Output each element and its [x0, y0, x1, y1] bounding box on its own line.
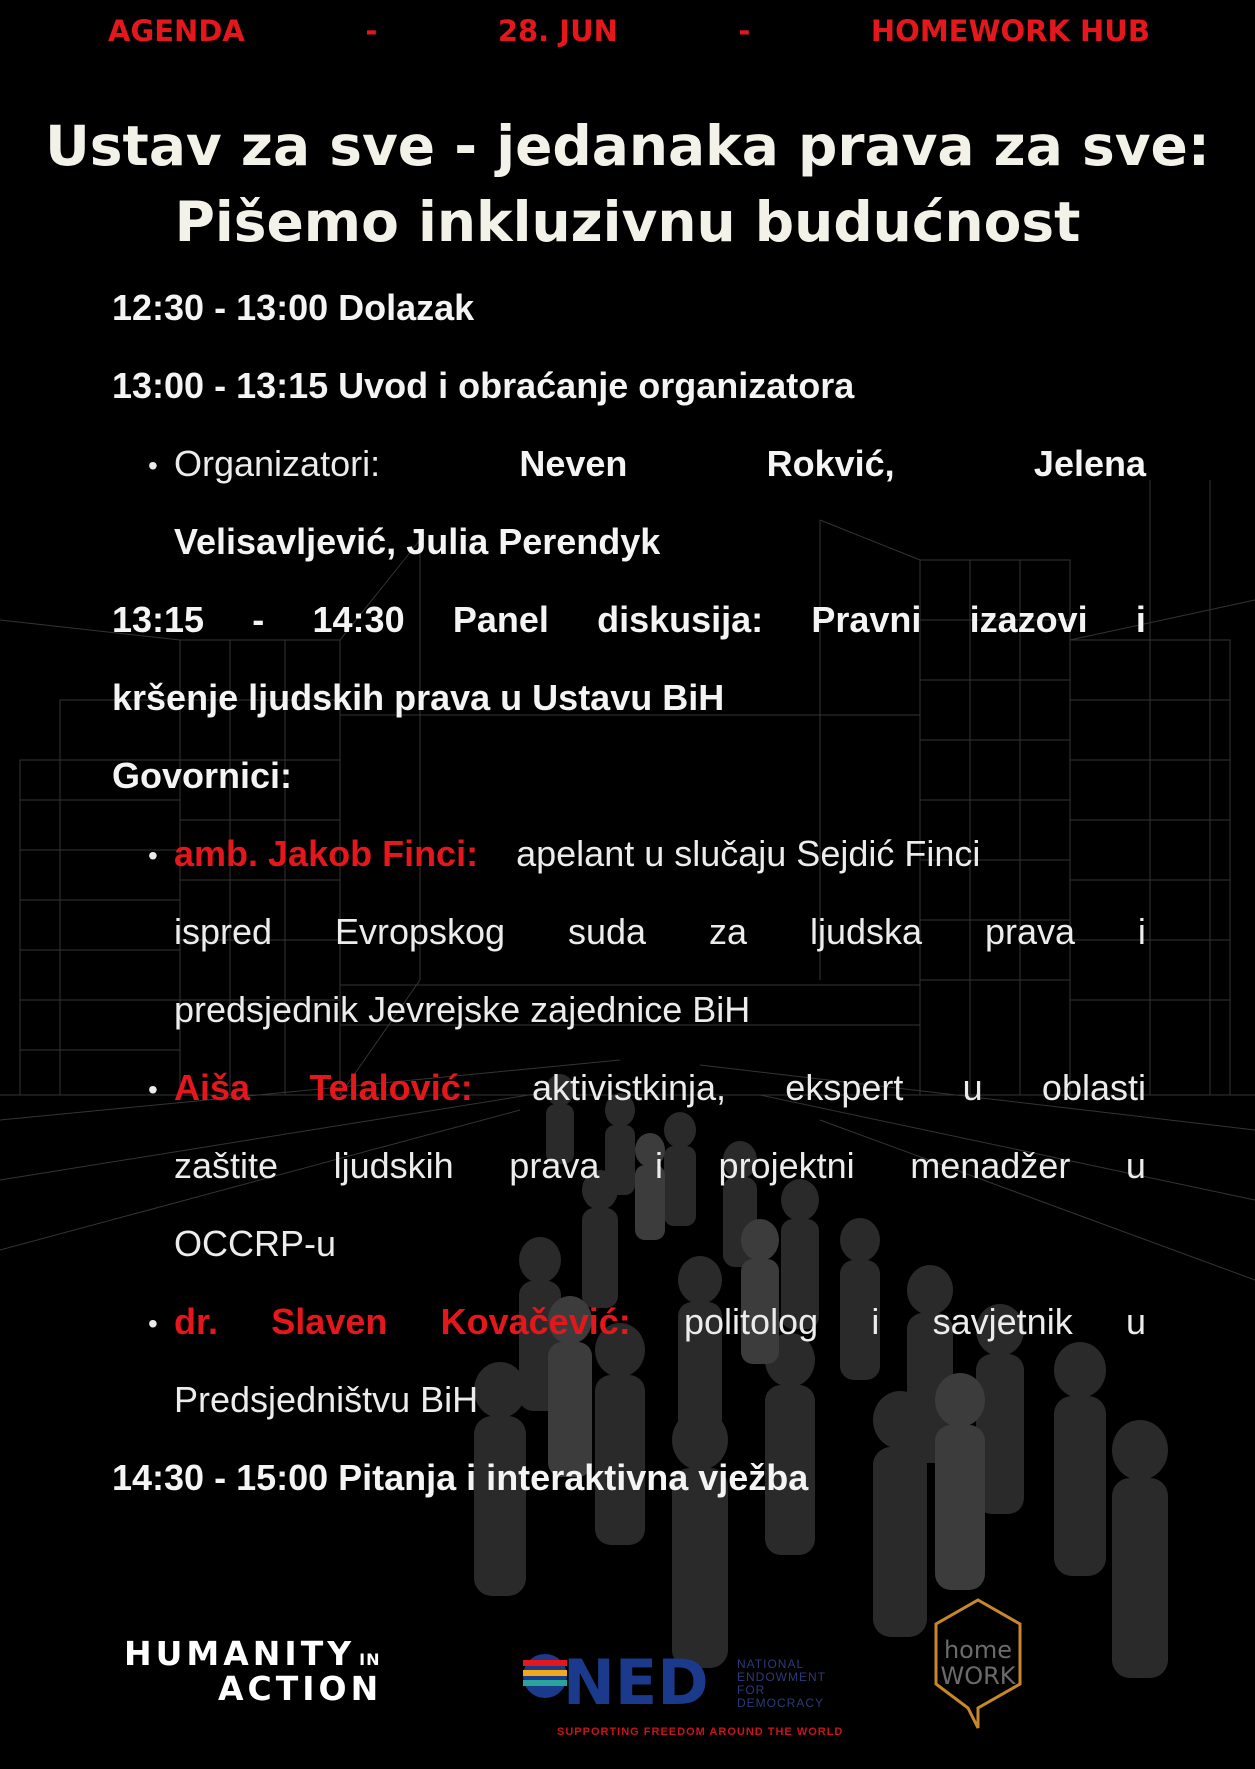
bullet: •: [148, 1074, 158, 1105]
panel-word: diskusija:: [597, 599, 764, 640]
organizers-line-2: Velisavljević, Julia Perendyk: [174, 521, 661, 562]
humanity-in-action-logo: [124, 1634, 382, 1708]
speaker-2-word: ekspert: [785, 1067, 904, 1108]
header-venue: HOMEWORK HUB: [870, 14, 1150, 48]
homework-top-text: home: [943, 1636, 1013, 1664]
speaker-2-word: aktivistkinja,: [531, 1067, 727, 1108]
speaker-1-name: amb. Jakob Finci:: [174, 833, 479, 874]
speaker-2-word: ljudskih: [333, 1145, 454, 1186]
speaker-3-name-word: Kovačević:: [440, 1301, 631, 1342]
speakers-label: Govornici:: [112, 755, 293, 796]
header-separator: -: [365, 14, 378, 48]
speaker-2-line-2: [174, 1145, 1146, 1187]
speaker-3-line-1: [174, 1301, 1146, 1343]
speaker-1-word: Evropskog: [334, 911, 506, 952]
hia-in: IN: [359, 1650, 381, 1669]
agenda-item-intro: 13:00 - 13:15 Uvod i obraćanje organizatora: [112, 365, 855, 406]
panel-word: 13:15: [112, 599, 205, 640]
speaker-2-word: u: [1125, 1145, 1146, 1186]
bullet: •: [148, 1308, 158, 1339]
ned-side-line: ENDOWMENT: [737, 1670, 826, 1684]
ned-mark-icon: [515, 1626, 735, 1726]
bullet: •: [148, 450, 158, 481]
ned-logo: [515, 1626, 844, 1738]
panel-word: 14:30: [312, 599, 405, 640]
panel-word: izazovi: [969, 599, 1088, 640]
page-title: [40, 108, 1215, 260]
speaker-2-name-word: Telalović:: [309, 1067, 473, 1108]
speaker-2-line-3: OCCRP-u: [174, 1223, 337, 1264]
ned-letters: NED: [563, 1646, 709, 1719]
speaker-2-word: projektni: [718, 1145, 855, 1186]
agenda-item-questions: 14:30 - 15:00 Pitanja i interaktivna vježba: [112, 1457, 809, 1498]
panel-word: Pravni: [811, 599, 922, 640]
speaker-1-word: ljudska: [809, 911, 923, 952]
organizer-word: Neven: [519, 443, 628, 484]
speaker-3-word: savjetnik: [932, 1301, 1073, 1342]
homework-logo: [928, 1594, 1028, 1739]
speaker-3-name-word: dr.: [174, 1301, 219, 1342]
speaker-3-word: u: [1125, 1301, 1146, 1342]
header-bar: [108, 14, 1150, 48]
sponsor-logos: [0, 1590, 1255, 1740]
speaker-1-word: suda: [568, 911, 647, 952]
homework-bottom-text: WORK: [940, 1662, 1016, 1690]
agenda-item-arrival: 12:30 - 13:00 Dolazak: [112, 287, 475, 328]
speaker-3-word: i: [871, 1301, 880, 1342]
ned-side-line: DEMOCRACY: [737, 1696, 825, 1710]
header-agenda: AGENDA: [108, 14, 245, 48]
speaker-2-word: oblasti: [1041, 1067, 1146, 1108]
ned-side-line: FOR: [737, 1683, 766, 1697]
speaker-1-word: i: [1137, 911, 1146, 952]
header-date: 28. JUN: [497, 14, 618, 48]
speaker-3-word: politolog: [684, 1301, 819, 1342]
organizers-label: Organizatori:: [174, 443, 381, 484]
speaker-1-role: apelant u slučaju Sejdić Finci: [516, 833, 981, 874]
speaker-1-line-2: [174, 911, 1146, 953]
homework-hexagon-icon: [928, 1594, 1028, 1734]
panel-line-2: kršenje ljudskih prava u Ustavu BiH: [112, 677, 725, 718]
ned-side-line: NATIONAL: [737, 1657, 805, 1671]
title-line-1: Ustav za sve - jedanaka prava za sve:: [45, 114, 1210, 178]
panel-word: -: [252, 599, 265, 640]
organizer-word: Jelena: [1033, 443, 1146, 484]
ned-side-text: [737, 1658, 826, 1710]
speaker-1-line-1: [174, 833, 1146, 875]
speaker-3-name-word: Slaven: [271, 1301, 388, 1342]
speaker-1-word: ispred: [174, 911, 273, 952]
hia-word: ACTION: [218, 1669, 383, 1708]
panel-word: i: [1135, 599, 1146, 640]
speaker-2-name-word: Aiša: [174, 1067, 251, 1108]
organizer-word: Rokvić,: [766, 443, 895, 484]
speaker-2-word: prava: [509, 1145, 600, 1186]
ned-tagline: SUPPORTING FREEDOM AROUND THE WORLD: [557, 1726, 844, 1738]
panel-word: Panel: [452, 599, 549, 640]
speaker-1-word: za: [709, 911, 748, 952]
title-line-2: Pišemo inkluzivnu budućnost: [174, 190, 1081, 254]
speaker-1-line-3: predsjednik Jevrejske zajednice BiH: [174, 989, 751, 1030]
bullet: •: [148, 840, 158, 871]
hia-word: HUMANITY: [124, 1634, 356, 1673]
header-separator: -: [738, 14, 751, 48]
speaker-2-word: zaštite: [174, 1145, 279, 1186]
organizers-line-1: [174, 443, 1146, 485]
panel-line-1: [112, 599, 1146, 641]
speaker-2-line-1: [174, 1067, 1146, 1109]
speaker-2-word: menadžer: [910, 1145, 1071, 1186]
speaker-1-word: prava: [984, 911, 1075, 952]
speaker-2-word: i: [654, 1145, 663, 1186]
speaker-2-word: u: [962, 1067, 983, 1108]
speaker-3-line-2: Predsjedništvu BiH: [174, 1379, 479, 1420]
